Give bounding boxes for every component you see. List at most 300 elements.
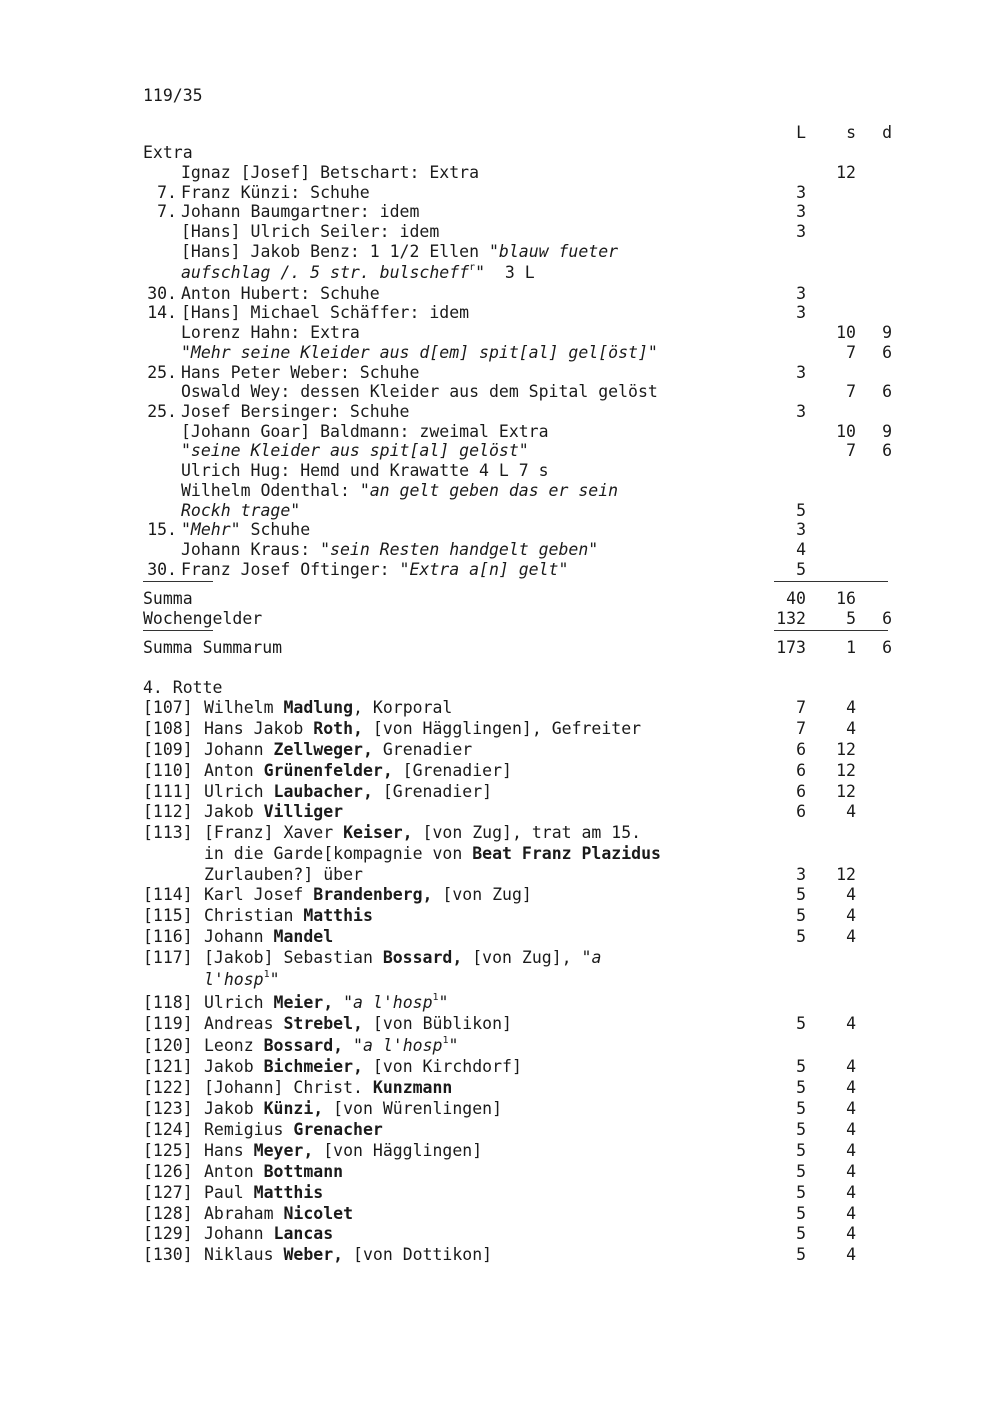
surname: Zellweger,: [273, 740, 373, 759]
amount-L: 5: [796, 927, 806, 946]
entry-description: [181, 343, 658, 363]
amount-L: 3: [796, 402, 806, 421]
extra-entry: [0, 382, 1000, 402]
amount-s: 4: [846, 1120, 856, 1139]
roster-entry: [0, 1162, 1000, 1182]
roster-index: [130]: [143, 1245, 193, 1264]
amount-d: 9: [882, 323, 892, 342]
name-text: Abraham: [204, 1204, 284, 1223]
roster-index: [120]: [143, 1036, 193, 1055]
amount-s: 10: [836, 422, 856, 441]
detail-text: [Grenadier]: [392, 761, 512, 780]
roster-entry: [0, 1078, 1000, 1098]
name-text: Hans: [204, 1141, 254, 1160]
amount-s: 12: [836, 782, 856, 801]
amount-L: 3: [796, 284, 806, 303]
roster-entry: [0, 1014, 1000, 1034]
entry-description: [181, 323, 360, 343]
column-header-s: s: [846, 123, 856, 142]
roster-entry: [0, 782, 1000, 802]
extra-entry: [0, 303, 1000, 323]
entry-text: Franz Künzi: Schuhe: [181, 183, 370, 202]
amount-s: 4: [846, 906, 856, 925]
entry-number: 30.: [147, 560, 177, 579]
extra-entry: [0, 284, 1000, 304]
roster-name: [204, 1141, 482, 1161]
roster-name: [204, 740, 472, 760]
roster-name: [204, 1014, 512, 1034]
quoted-text: "Extra a[n] gelt": [399, 560, 569, 579]
amount-L: 5: [796, 1120, 806, 1139]
roster-index: [123]: [143, 1099, 193, 1118]
amount-s: 12: [836, 761, 856, 780]
total-d: 6: [882, 638, 892, 657]
extra-entry: [0, 520, 1000, 540]
amount-L: 5: [796, 1162, 806, 1181]
roster-entry: [0, 1224, 1000, 1244]
amount-L: 7: [796, 698, 806, 717]
quoted-text: "blauw fueter: [488, 242, 619, 261]
surname: Grenacher: [293, 1120, 383, 1139]
amount-s: 10: [836, 323, 856, 342]
amount-s: 7: [846, 343, 856, 362]
amount-s: 12: [836, 740, 856, 759]
extra-entry: [0, 461, 1000, 481]
amount-L: 5: [796, 1099, 806, 1118]
entry-description: [181, 441, 529, 461]
entry-description: [181, 202, 419, 222]
roster-index: [109]: [143, 740, 193, 759]
roster-name: [204, 1078, 452, 1098]
quoted-text: "a l'hosp: [343, 993, 433, 1012]
amount-L: 3: [796, 520, 806, 539]
roster-index: [124]: [143, 1120, 193, 1139]
surname: Beat Franz Plazidus: [472, 844, 661, 863]
amount-s: 7: [846, 382, 856, 401]
left-rule-1: [143, 581, 213, 582]
entry-text: Johann Kraus:: [181, 540, 321, 559]
amount-s: 4: [846, 1141, 856, 1160]
roster-entry: [0, 993, 1000, 1013]
roster-name: [204, 1162, 343, 1182]
total-s: 16: [836, 589, 856, 608]
roster-name: [204, 1057, 522, 1077]
surname: Madlung: [283, 698, 354, 717]
extra-entry: [0, 540, 1000, 560]
sum-rule: [774, 581, 888, 582]
roster-entry: [0, 1183, 1000, 1203]
entry-description: [181, 540, 598, 560]
roster-entry: [0, 1141, 1000, 1161]
name-text: Jakob: [204, 1057, 264, 1076]
roster-index: [119]: [143, 1014, 193, 1033]
detail-text: , Korporal: [353, 698, 453, 717]
roster-name: [204, 802, 343, 822]
quoted-text: l'hosp: [204, 970, 264, 989]
name-text: Jakob: [204, 802, 264, 821]
amount-L: 5: [796, 1245, 806, 1264]
entry-text: Johann Baumgartner: idem: [181, 202, 420, 221]
page-number: 119/35: [143, 86, 203, 105]
total-row: [0, 609, 1000, 629]
entry-description: [181, 501, 300, 521]
total-row: [0, 638, 1000, 658]
detail-text: [333, 993, 343, 1012]
name-text: Leonz: [204, 1036, 264, 1055]
roster-name: [204, 993, 448, 1013]
roster-name: [204, 761, 512, 781]
roster-name: [204, 698, 452, 718]
roster-index: [108]: [143, 719, 193, 738]
roster-entry: [0, 823, 1000, 843]
amount-s: 4: [846, 1204, 856, 1223]
name-text: Andreas: [204, 1014, 284, 1033]
detail-text: [von Würenlingen]: [323, 1099, 503, 1118]
roster-index: [116]: [143, 927, 193, 946]
entry-text: Wilhelm Odenthal:: [181, 481, 360, 500]
entry-description: [181, 363, 419, 383]
amount-L: 5: [796, 501, 806, 520]
amount-L: 5: [796, 1224, 806, 1243]
entry-description: [181, 461, 549, 481]
surname: Künzi,: [263, 1099, 324, 1118]
roster-entry: [0, 1036, 1000, 1056]
rotte-heading: 4. Rotte: [143, 678, 223, 697]
amount-L: 5: [796, 1014, 806, 1033]
entry-text: Franz Josef Oftinger:: [181, 560, 400, 579]
total-L: 132: [776, 609, 806, 628]
amount-s: 4: [846, 1057, 856, 1076]
quoted-text-end: ": [438, 993, 449, 1012]
entry-description: [181, 303, 469, 323]
total-d: 6: [882, 609, 892, 628]
amount-L: 7: [796, 719, 806, 738]
entry-description: [181, 263, 535, 283]
roster-name: [204, 970, 280, 990]
amount-L: 4: [796, 540, 806, 559]
entry-text: Ignaz [Josef] Betschart: Extra: [181, 163, 480, 182]
detail-text: [von Dottikon]: [343, 1245, 493, 1264]
amount-L: 6: [796, 782, 806, 801]
name-text: Remigius: [204, 1120, 294, 1139]
amount-s: 4: [846, 1099, 856, 1118]
entry-description: [181, 422, 549, 442]
surname: Meyer,: [253, 1141, 314, 1160]
name-text: [Jakob] Sebastian: [204, 948, 383, 967]
surname: Keiser,: [343, 823, 413, 842]
entry-text: [Hans] Ulrich Seiler: idem: [181, 222, 440, 241]
surname: Meier,: [273, 993, 334, 1012]
total-L: 40: [786, 589, 806, 608]
quoted-text-end: ": [475, 263, 486, 282]
entry-description: [181, 560, 568, 580]
entry-number: 15.: [147, 520, 177, 539]
total-rule: [774, 630, 888, 631]
detail-text: Grenadier: [372, 740, 473, 759]
amount-s: 4: [846, 1078, 856, 1097]
surname: Bichmeier,: [263, 1057, 363, 1076]
roster-index: [125]: [143, 1141, 193, 1160]
roster-name: [204, 1224, 333, 1244]
extra-entry: [0, 501, 1000, 521]
footnote-mark: 1: [263, 969, 270, 980]
entry-text: Josef Bersinger: Schuhe: [181, 402, 410, 421]
name-text: [Franz] Xaver: [204, 823, 344, 842]
entry-description: [181, 163, 479, 183]
amount-s: 4: [846, 885, 856, 904]
entry-text: [Johann Goar] Baldmann: zweimal Extra: [181, 422, 549, 441]
roster-entry: [0, 1099, 1000, 1119]
roster-entry: [0, 698, 1000, 718]
entry-description: [181, 222, 439, 242]
surname: Nicolet: [283, 1204, 354, 1223]
footnote-mark: r: [469, 262, 476, 273]
quoted-text: Rockh trage": [181, 501, 301, 520]
surname: Roth,: [313, 719, 363, 738]
surname: Mandel: [273, 927, 334, 946]
roster-index: [114]: [143, 885, 193, 904]
amount-s: 4: [846, 1224, 856, 1243]
entry-description: [181, 382, 658, 402]
amount-L: 5: [796, 906, 806, 925]
entry-text: [Hans] Michael Schäffer: idem: [181, 303, 470, 322]
amount-L: 3: [796, 222, 806, 241]
entry-text-after: 3 L: [485, 263, 535, 282]
surname: Grünenfelder,: [263, 761, 393, 780]
roster-index: [107]: [143, 698, 193, 717]
roster-name: [204, 1099, 502, 1119]
detail-text: [343, 1036, 353, 1055]
total-label: Summa: [143, 589, 193, 608]
quoted-text: "an gelt geben das er sein: [359, 481, 619, 500]
quoted-text: "a l'hosp: [353, 1036, 443, 1055]
entry-number: 25.: [147, 363, 177, 382]
amount-L: 5: [796, 1057, 806, 1076]
amount-s: 4: [846, 1183, 856, 1202]
extra-entry: [0, 242, 1000, 262]
roster-index: [112]: [143, 802, 193, 821]
amount-d: 6: [882, 441, 892, 460]
total-label: Summa Summarum: [143, 638, 283, 657]
name-text: Wilhelm: [204, 698, 284, 717]
entry-description: [181, 402, 409, 422]
extra-entry: [0, 441, 1000, 461]
entry-description: [181, 183, 370, 203]
extra-entry: [0, 323, 1000, 343]
entry-text: Oswald Wey: dessen Kleider aus dem Spital gelöst: [181, 382, 658, 401]
entry-description: [181, 242, 618, 262]
column-header-row: [0, 123, 1000, 143]
roster-name: [204, 1204, 353, 1224]
roster-entry: [0, 1245, 1000, 1265]
amount-d: 9: [882, 422, 892, 441]
total-label: Wochengelder: [143, 609, 263, 628]
surname: Brandenberg,: [313, 885, 433, 904]
roster-index: [128]: [143, 1204, 193, 1223]
roster-entry: [0, 844, 1000, 864]
surname: Villiger: [263, 802, 344, 821]
entry-description: [181, 284, 380, 304]
name-text: Anton: [204, 761, 264, 780]
surname: Lancas: [273, 1224, 334, 1243]
surname: Weber,: [283, 1245, 344, 1264]
extra-heading-line: [0, 143, 1000, 163]
surname: Bossard,: [382, 948, 463, 967]
roster-entry: [0, 1120, 1000, 1140]
extra-entry: [0, 422, 1000, 442]
roster-index: [111]: [143, 782, 193, 801]
detail-text: [von Hägglingen], Gefreiter: [362, 719, 642, 738]
entry-number: 14.: [147, 303, 177, 322]
roster-entry: [0, 761, 1000, 781]
extra-entry: [0, 402, 1000, 422]
roster-entry: [0, 1057, 1000, 1077]
amount-L: 5: [796, 1078, 806, 1097]
amount-d: 6: [882, 343, 892, 362]
roster-name: [204, 865, 363, 885]
extra-entry: [0, 363, 1000, 383]
detail-text: [Grenadier]: [372, 782, 493, 801]
quoted-text: aufschlag /. 5 str. bulscheff: [181, 263, 470, 282]
entry-text: [Hans] Jakob Benz: 1 1/2 Ellen: [181, 242, 489, 261]
detail-text: [von Kirchdorf]: [362, 1057, 522, 1076]
roster-name: [204, 1183, 323, 1203]
amount-s: 7: [846, 441, 856, 460]
roster-index: [110]: [143, 761, 193, 780]
footnote-mark: 1: [442, 1035, 449, 1046]
amount-s: 4: [846, 719, 856, 738]
roster-entry: [0, 970, 1000, 990]
surname: Bossard,: [263, 1036, 344, 1055]
roster-index: [122]: [143, 1078, 193, 1097]
detail-text: [von Zug],: [462, 948, 582, 967]
amount-L: 3: [796, 865, 806, 884]
surname: Matthis: [303, 906, 373, 925]
amount-s: 4: [846, 802, 856, 821]
roster-entry: [0, 740, 1000, 760]
name-text: [Johann] Christ.: [204, 1078, 373, 1097]
roster-name: [204, 782, 492, 802]
name-text: Hans Jakob: [204, 719, 314, 738]
rotte-heading-line: [0, 678, 1000, 698]
roster-name: [204, 885, 532, 905]
roster-entry: [0, 802, 1000, 822]
amount-L: 6: [796, 802, 806, 821]
name-text: in die Garde[kompagnie von: [204, 844, 473, 863]
entry-text-after: Schuhe: [240, 520, 311, 539]
entry-number: 30.: [147, 284, 177, 303]
amount-L: 6: [796, 740, 806, 759]
roster-name: [204, 844, 661, 864]
amount-s: 4: [846, 1014, 856, 1033]
amount-s: 4: [846, 698, 856, 717]
detail-text: [von Hägglingen]: [313, 1141, 483, 1160]
entry-number: 7.: [157, 183, 177, 202]
roster-entry: [0, 719, 1000, 739]
extra-entry: [0, 222, 1000, 242]
roster-index: [121]: [143, 1057, 193, 1076]
surname: Bottmann: [263, 1162, 344, 1181]
entry-description: [181, 520, 310, 540]
extra-entry: [0, 481, 1000, 501]
footnote-mark: 1: [432, 992, 439, 1003]
roster-name: [204, 1036, 458, 1056]
amount-L: 3: [796, 202, 806, 221]
name-text: Jakob: [204, 1099, 264, 1118]
roster-name: [204, 927, 333, 947]
quoted-text: "Mehr seine Kleider aus d[em] spit[al] gel[öst]": [181, 343, 658, 362]
quoted-text: "seine Kleider aus spit[al] gelöst": [181, 441, 529, 460]
quoted-text-end: ": [269, 970, 280, 989]
entry-text: Ulrich Hug: Hemd und Krawatte 4 L 7 s: [181, 461, 549, 480]
name-text: Ulrich: [204, 782, 274, 801]
name-text: Christian: [204, 906, 304, 925]
roster-index: [113]: [143, 823, 193, 842]
name-text: Niklaus: [204, 1245, 284, 1264]
amount-L: 3: [796, 183, 806, 202]
roster-index: [118]: [143, 993, 193, 1012]
amount-L: 6: [796, 761, 806, 780]
roster-name: [204, 1120, 383, 1140]
total-s: 1: [846, 638, 856, 657]
detail-text: [von Zug], trat am 15.: [412, 823, 642, 842]
column-header-L: L: [796, 123, 806, 142]
entry-number: 25.: [147, 402, 177, 421]
quoted-text: "Mehr": [181, 520, 241, 539]
quoted-text: "a: [581, 948, 602, 967]
amount-L: 5: [796, 1141, 806, 1160]
amount-s: 4: [846, 1245, 856, 1264]
page-number-line: [0, 86, 1000, 106]
extra-entry: [0, 343, 1000, 363]
name-text: Johann: [204, 740, 274, 759]
roster-name: [204, 906, 373, 926]
amount-L: 3: [796, 303, 806, 322]
entry-number: 7.: [157, 202, 177, 221]
name-text: Ulrich: [204, 993, 274, 1012]
roster-entry: [0, 927, 1000, 947]
surname: Matthis: [253, 1183, 324, 1202]
left-rule-2: [143, 630, 213, 631]
roster-entry: [0, 1204, 1000, 1224]
amount-s: 12: [836, 865, 856, 884]
roster-entry: [0, 948, 1000, 968]
roster-name: [204, 1245, 492, 1265]
roster-index: [117]: [143, 948, 193, 967]
quoted-text-end: ": [448, 1036, 459, 1055]
roster-name: [204, 823, 641, 843]
entry-text: Anton Hubert: Schuhe: [181, 284, 380, 303]
extra-entry: [0, 263, 1000, 283]
roster-entry: [0, 906, 1000, 926]
amount-s: 4: [846, 1162, 856, 1181]
quoted-text: "sein Resten handgelt geben": [320, 540, 599, 559]
surname: Laubacher,: [273, 782, 373, 801]
extra-entry: [0, 183, 1000, 203]
roster-index: [127]: [143, 1183, 193, 1202]
amount-L: 5: [796, 560, 806, 579]
amount-L: 5: [796, 1183, 806, 1202]
amount-d: 6: [882, 382, 892, 401]
amount-L: 3: [796, 363, 806, 382]
entry-description: [181, 481, 618, 501]
roster-entry: [0, 885, 1000, 905]
name-text: Johann: [204, 1224, 274, 1243]
total-row: [0, 589, 1000, 609]
column-header-d: d: [882, 123, 892, 142]
roster-name: [204, 719, 641, 739]
roster-name: [204, 948, 601, 968]
